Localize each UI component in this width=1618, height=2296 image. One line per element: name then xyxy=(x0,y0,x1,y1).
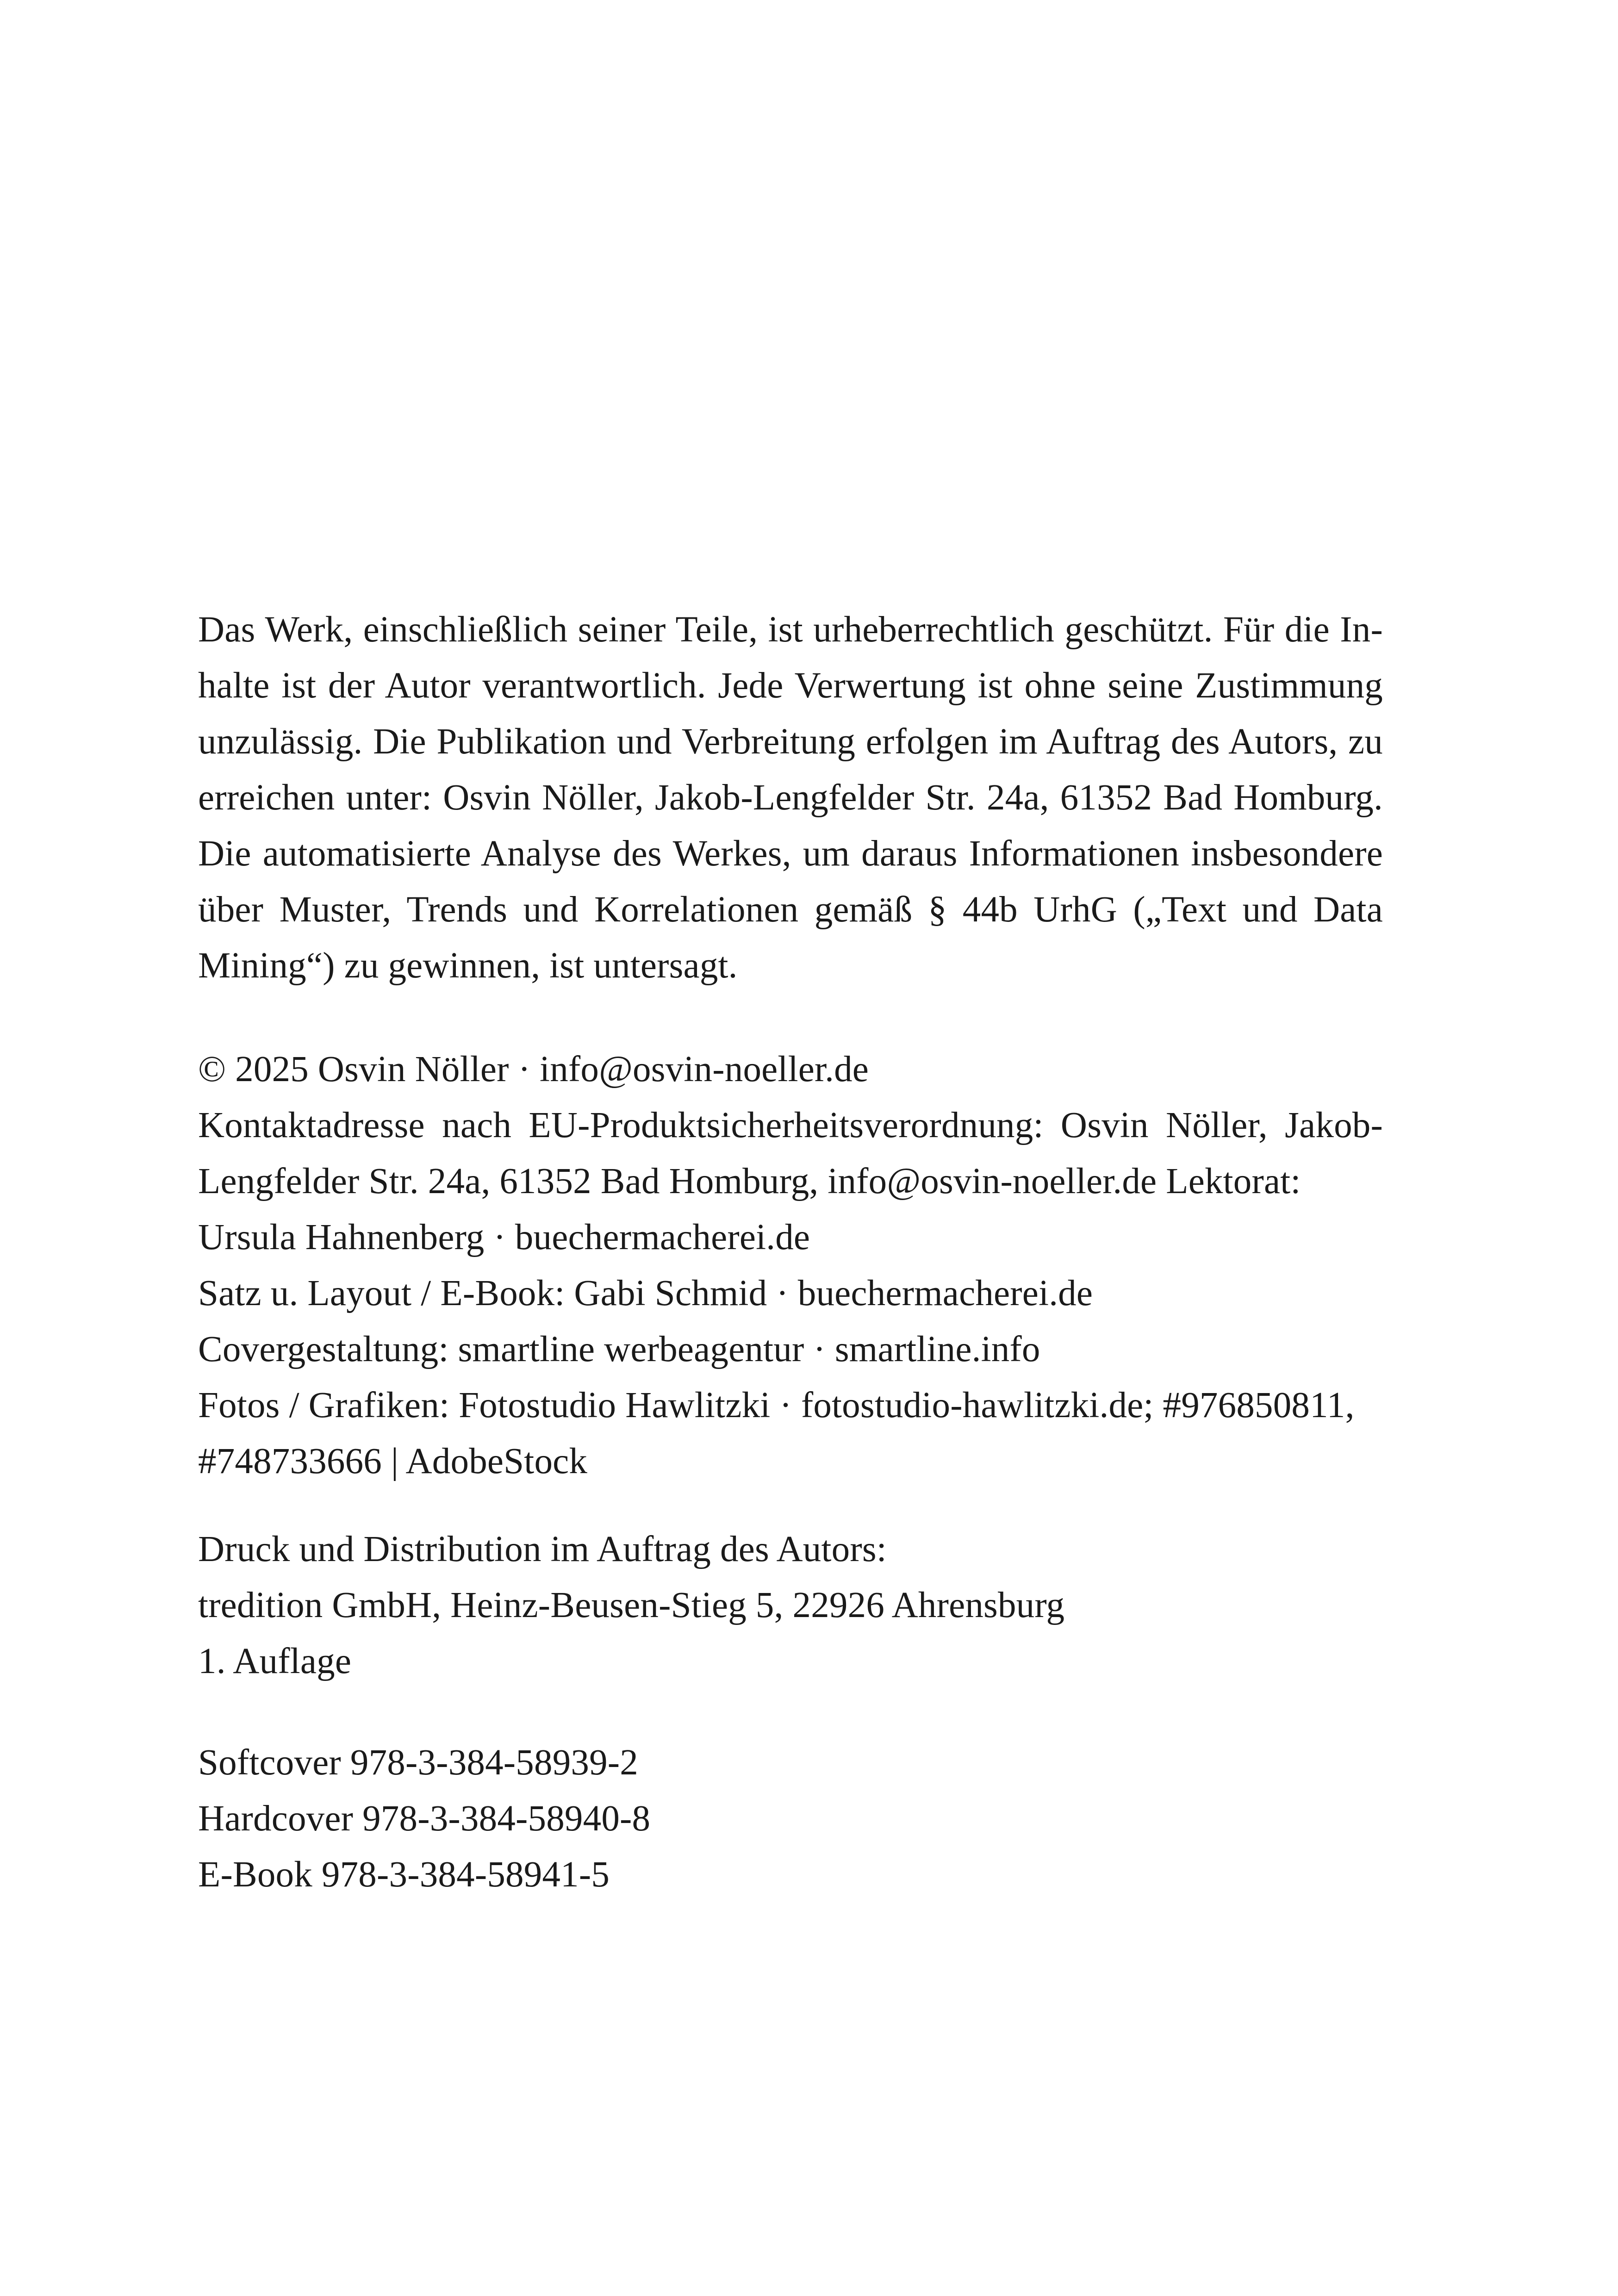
copyright-line: Das Werk, einschließlich seiner Teile, ist urheberrechtlich geschützt. Für die In- xyxy=(198,610,1383,650)
isbn-block xyxy=(198,1735,1383,1903)
isbn-softcover: Softcover 978-3-384-58939-2 xyxy=(198,1742,639,1783)
isbn-hardcover: Hardcover 978-3-384-58940-8 xyxy=(198,1798,651,1839)
cover-design-line: Covergestaltung: smartline werbeagentur · smartline.info xyxy=(198,1329,1040,1369)
layout-credit-line: Satz u. Layout / E-Book: Gabi Schmid · buechermacherei.de xyxy=(198,1273,1093,1313)
print-distribution-block xyxy=(198,1521,1383,1689)
copyright-holder-line: © 2025 Osvin Nöller · info@osvin-noeller.de xyxy=(198,1049,869,1089)
copyright-notice xyxy=(198,602,1383,994)
contact-address-line: Kontaktadresse nach EU-Produktsicherheitsverordnung: Osvin Nöller, Jakob- xyxy=(198,1105,1383,1145)
contact-address-line: Lengfelder Str. 24a, 61352 Bad Homburg, info@osvin-noeller.de Lektorat: xyxy=(198,1161,1301,1201)
copyright-line: über Muster, Trends und Korrelationen gemäß § 44b UrhG („Text und Data xyxy=(198,890,1383,930)
photo-credit-line: Fotos / Grafiken: Fotostudio Hawlitzki · fotostudio-hawlitzki.de; #976850811, xyxy=(198,1385,1355,1425)
distribution-heading: Druck und Distribution im Auftrag des Autors: xyxy=(198,1529,887,1569)
copyright-line: Die automatisierte Analyse des Werkes, um daraus Informationen insbesondere xyxy=(198,834,1383,874)
printer-address: tredition GmbH, Heinz-Beusen-Stieg 5, 22926 Ahrensburg xyxy=(198,1585,1065,1625)
copyright-line: unzulässig. Die Publikation und Verbreitung erfolgen im Auftrag des Autors, zu xyxy=(198,722,1383,762)
edition-number: 1. Auflage xyxy=(198,1641,352,1681)
copyright-line: halte ist der Autor verantwortlich. Jede Verwertung ist ohne seine Zustimmung xyxy=(198,666,1383,706)
copyright-line: Mining“) zu gewinnen, ist untersagt. xyxy=(198,946,738,986)
isbn-ebook: E-Book 978-3-384-58941-5 xyxy=(198,1854,610,1895)
copyright-line: erreichen unter: Osvin Nöller, Jakob-Lengfelder Str. 24a, 61352 Bad Homburg. xyxy=(198,778,1383,818)
photo-credit-line: #748733666 | AdobeStock xyxy=(198,1441,588,1481)
credits-block xyxy=(198,1041,1383,1489)
editor-line: Ursula Hahnenberg · buechermacherei.de xyxy=(198,1217,810,1257)
